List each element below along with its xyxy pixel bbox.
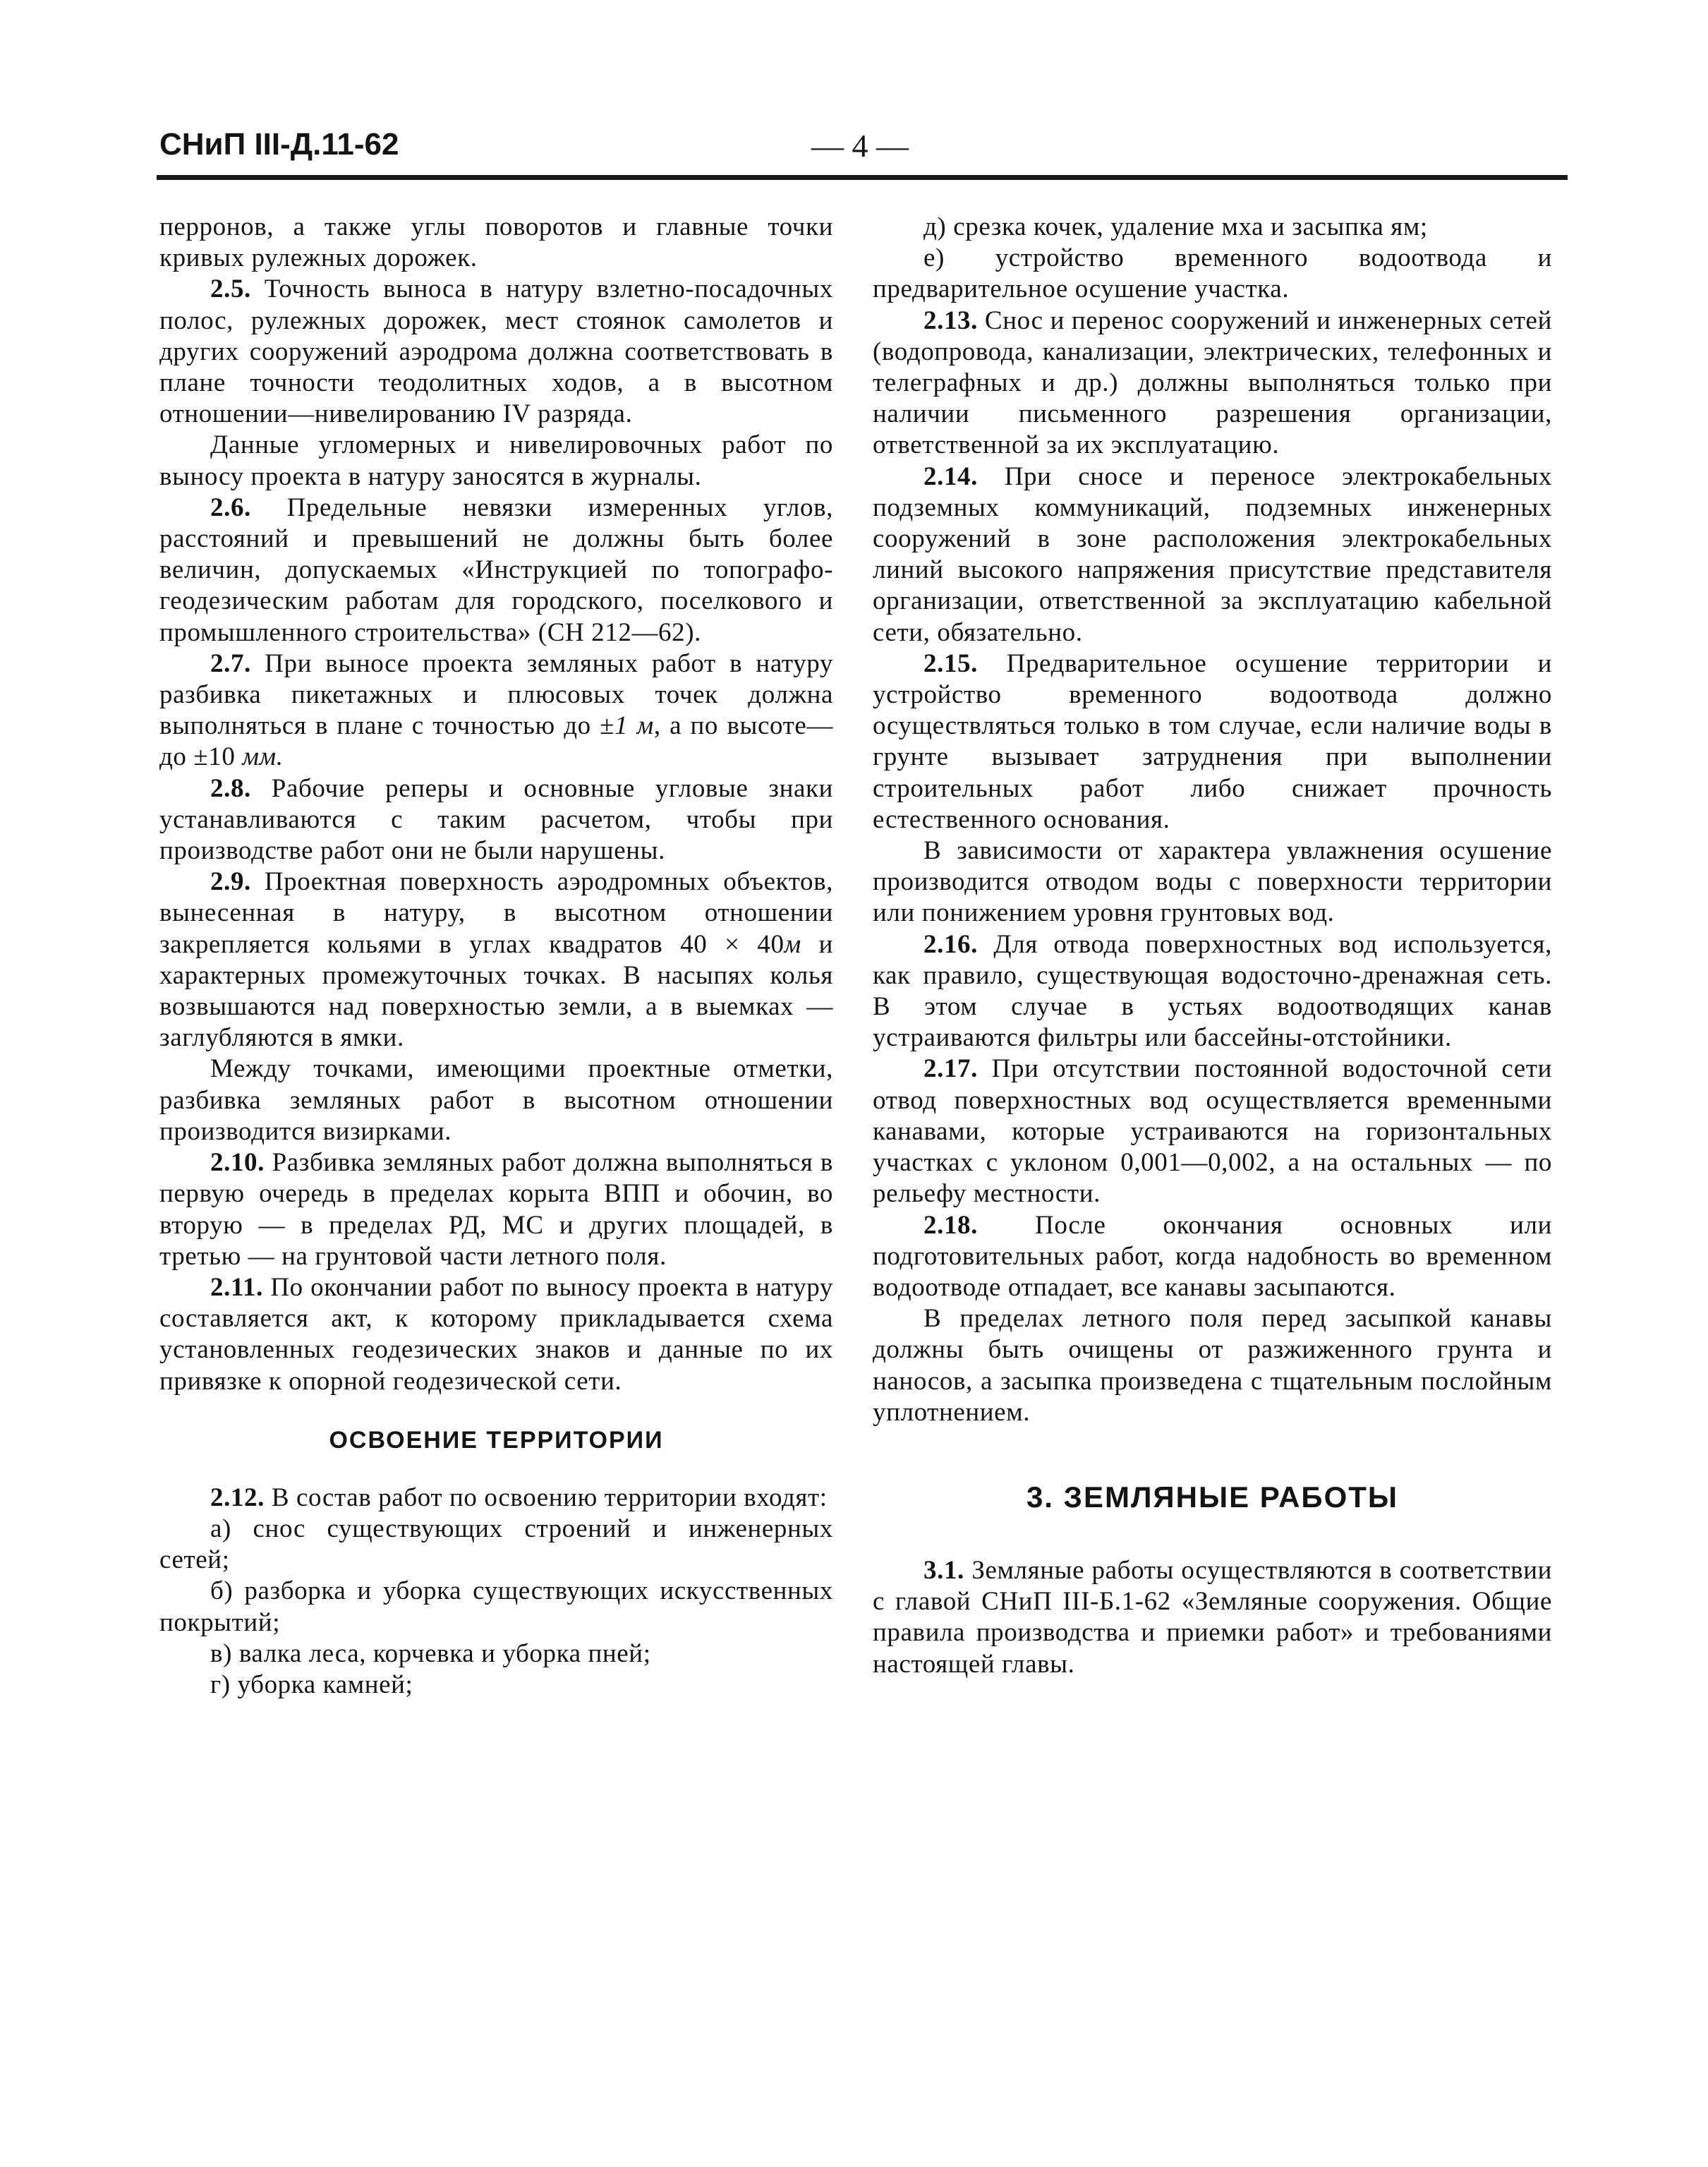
paragraph-visirki: Между точками, имеющими проектные отметки, разбивка земляных работ в высотном отношении производится визирками.: [159, 1054, 833, 1146]
header-rule: [157, 175, 1568, 180]
list-item-g: г) уборка камней;: [210, 1670, 413, 1699]
paragraph-journals: Данные угломерных и нивелировочных работ по выносу проекта в натуру заносятся в журналы.: [159, 430, 833, 491]
paragraph-drainage: В зависимости от характера увлажнения осушение производится отводом воды с поверхности территории или понижением уровня грунтовых вод.: [873, 836, 1552, 928]
clause-2-16: 2.16. Для отвода поверхностных вод используется, как правило, существующая водосточно-дренажная сеть. В этом случае в устьях водоотводящих канав устраиваются фильтры или бассейны-отстойники.: [873, 929, 1552, 1053]
clause-2-7: 2.7. При выносе проекта земляных работ в натуру разбивка пикетажных и плюсовых точек должна выполняться в плане с точностью до ±1 м, а по высоте—до ±10 мм.: [159, 648, 834, 772]
clause-3-1: 3.1. Земляные работы осуществляются в соответствии с главой СНиП III-Б.1-62 «Земляные сооружения. Общие правила производства и приемки работ» и требованиями настоящей главы.: [873, 1555, 1552, 1679]
list-item-e: е) устройство временного водоотвода и предварительное осушение участка.: [873, 243, 1552, 304]
list-item-d: д) срезка кочек, удаление мха и засыпка ям;: [923, 212, 1428, 241]
list-item-a: а) снос существующих строений и инженерных сетей;: [159, 1514, 833, 1575]
section-heading-earthworks: 3. ЗЕМЛЯНЫЕ РАБОТЫ: [1026, 1480, 1399, 1514]
list-item-v: в) валка леса, корчевка и уборка пней;: [210, 1638, 651, 1668]
clause-2-6: 2.6. Предельные невязки измеренных углов, расстояний и превышений не должны быть более величин, допускаемых «Инструкцией по топографо-геодезическим работам для городского, поселкового и промышленного строительства» (СН 212—62).: [159, 493, 833, 647]
paragraph-continuation: перронов, а также углы поворотов и главные точки кривых рулежных дорожек.: [159, 212, 833, 273]
clause-2-14: 2.14. При сносе и переносе электрокабельных подземных коммуникаций, подземных инженерных сооружений в зоне расположения электрокабельных линий высокого напряжения присутствие представителя организации, ответственной за эксплуатацию кабельной сети, обязательно.: [873, 461, 1552, 647]
clause-2-15: 2.15. Предварительное осушение территории и устройство временного водоотвода должно осуществляться только в том случае, если наличие воды в грунте вызывает затруднения при выполнении строительных работ либо снижает прочность естественного основания.: [873, 648, 1552, 834]
clause-2-9: 2.9. Проектная поверхность аэродромных объектов, вынесенная в натуру, в высотном отношении закрепляется кольями в углах квадратов 40 × 40м и характерных промежуточных точках. В насыпях колья возвышаются над поверхностью земли, а в выемках — заглубляются в ямки.: [159, 867, 833, 1053]
clause-2-10: 2.10. Разбивка земляных работ должна выполняться в первую очередь в пределах корыта ВПП и обочин, во вторую — в пределах РД, МС и других площадей, в третью — на грунтовой части летного поля.: [159, 1148, 833, 1271]
clause-2-12: 2.12. В состав работ по освоению территории входят:: [210, 1483, 828, 1512]
clause-2-5: 2.5. Точность выноса в натуру взлетно-посадочных полос, рулежных дорожек, мест стоянок самолетов и других сооружений аэродрома должна соответствовать в плане точности теодолитных ходов, а в высотном отношении—нивелированию IV разряда.: [159, 274, 833, 429]
paragraph-backfill: В пределах летного поля перед засыпкой канавы должны быть очищены от разжиженного грунта и наносов, а засыпка произведена с тщательным послойным уплотнением.: [873, 1304, 1552, 1427]
clause-2-13: 2.13. Снос и перенос сооружений и инженерных сетей (водопровода, канализации, электрических, телефонных и телеграфных и др.) должны выполняться только при наличии письменного разрешения организации, ответственной за их эксплуатацию.: [873, 306, 1552, 460]
right-column: [873, 212, 1552, 1680]
document-code: СНиП III-Д.11-62: [159, 127, 399, 162]
clause-2-8: 2.8. Рабочие реперы и основные угловые знаки устанавливаются с таким расчетом, чтобы при производстве работ они не были нарушены.: [159, 773, 833, 866]
section-heading-territory: ОСВОЕНИЕ ТЕРРИТОРИИ: [329, 1426, 664, 1454]
left-column: [159, 212, 833, 1701]
clause-2-18: 2.18. После окончания основных или подготовительных работ, когда надобность во временном водоотводе отпадает, все канавы засыпаются.: [873, 1210, 1552, 1302]
clause-2-11: 2.11. По окончании работ по выносу проекта в натуру составляется акт, к которому прикладывается схема установленных геодезических знаков и данные по их привязке к опорной геодезической сети.: [159, 1272, 833, 1396]
list-item-b: б) разборка и уборка существующих искусственных покрытий;: [159, 1576, 833, 1637]
clause-2-17: 2.17. При отсутствии постоянной водосточной сети отвод поверхностных вод осуществляется временными канавами, которые устраиваются на горизонтальных участках с уклоном 0,001—0,002, а на остальных — по рельефу местности.: [873, 1054, 1552, 1209]
page-number: — 4 —: [811, 128, 909, 164]
